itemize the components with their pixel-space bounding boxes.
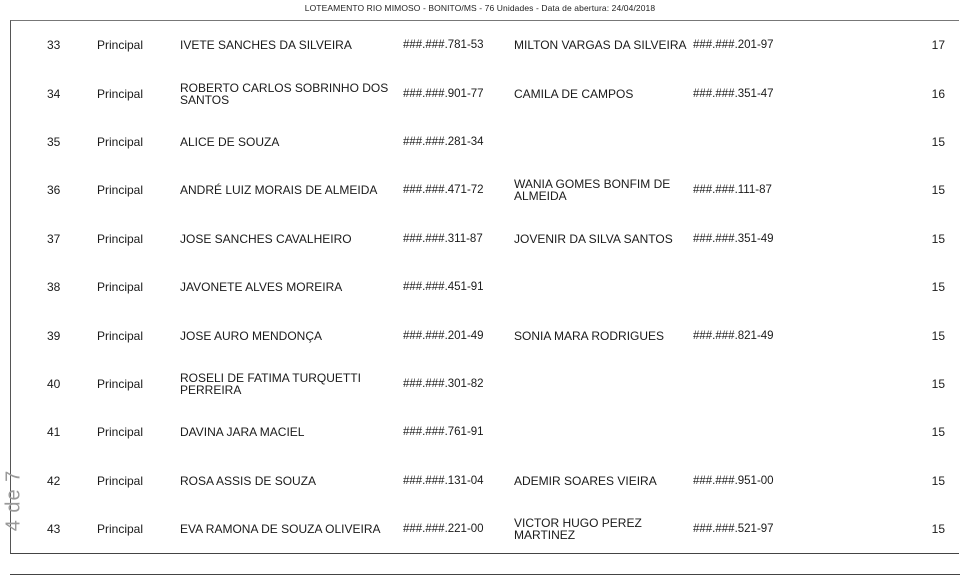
spouse-cpf: ###.###.201-97 (693, 39, 774, 52)
row-type: Principal (97, 376, 144, 391)
page-indicator (0, 450, 28, 550)
holder-name: EVA RAMONA DE SOUZA OLIVEIRA (180, 522, 381, 537)
holder-cpf: ###.###.781-53 (403, 39, 484, 52)
row-type: Principal (97, 86, 144, 101)
spouse-cpf: ###.###.821-49 (693, 329, 774, 342)
table-row (11, 215, 959, 263)
applicants-table (10, 20, 959, 554)
row-number: 36 (47, 183, 61, 198)
holder-name: JOSE AURO MENDONÇA (180, 328, 323, 343)
holder-cpf: ###.###.301-82 (403, 377, 484, 390)
table-row (11, 263, 959, 311)
row-type: Principal (97, 280, 144, 295)
row-points: 15 (931, 473, 945, 488)
row-points: 15 (931, 134, 945, 149)
row-points: 15 (931, 280, 945, 295)
spouse-name (514, 263, 692, 311)
holder-name: DAVINA JARA MACIEL (180, 425, 305, 440)
page-indicator-text: 4 de 7 (2, 469, 25, 531)
holder-name: JAVONETE ALVES MOREIRA (180, 280, 343, 295)
spouse-name (514, 118, 692, 166)
holder-name: ANDRÉ LUIZ MORAIS DE ALMEIDA (180, 183, 378, 198)
row-points: 15 (931, 231, 945, 246)
page-footer-rule (10, 574, 960, 575)
spouse-cpf: ###.###.951-00 (693, 474, 774, 487)
holder-cpf: ###.###.221-00 (403, 523, 484, 536)
holder-cpf: ###.###.281-34 (403, 135, 484, 148)
spouse-name: MILTON VARGAS DA SILVEIRA (514, 38, 687, 53)
table-row (11, 311, 959, 359)
spouse-cpf (693, 360, 803, 408)
spouse-cpf (693, 263, 803, 311)
holder-name: ROSA ASSIS DE SOUZA (180, 473, 317, 488)
spouse-cpf: ###.###.351-49 (693, 232, 774, 245)
holder-cpf: ###.###.761-91 (403, 426, 484, 439)
holder-cpf: ###.###.901-77 (403, 87, 484, 100)
row-type: Principal (97, 473, 144, 488)
row-number: 33 (47, 38, 61, 53)
row-type: Principal (97, 328, 144, 343)
row-points: 16 (931, 86, 945, 101)
row-points: 15 (931, 328, 945, 343)
table-row (11, 166, 959, 214)
document-title: LOTEAMENTO RIO MIMOSO - BONITO/MS - 76 Unidades - Data de abertura: 24/04/2018 (304, 3, 656, 13)
row-type: Principal (97, 425, 144, 440)
row-type: Principal (97, 231, 144, 246)
spouse-cpf: ###.###.111-87 (693, 184, 772, 197)
spouse-name: CAMILA DE CAMPOS (514, 86, 634, 101)
holder-cpf: ###.###.311-87 (403, 232, 483, 245)
holder-cpf: ###.###.451-91 (403, 281, 484, 294)
table-row (11, 21, 959, 69)
document-header (0, 0, 960, 18)
row-number: 41 (47, 425, 61, 440)
row-number: 42 (47, 473, 61, 488)
spouse-name: WANIA GOMES BONFIM DE ALMEIDA (514, 177, 671, 204)
spouse-name (514, 360, 692, 408)
spouse-cpf (693, 118, 803, 166)
spouse-name: SONIA MARA RODRIGUES (514, 328, 665, 343)
row-points: 17 (931, 38, 945, 53)
row-number: 35 (47, 134, 61, 149)
table-row (11, 505, 959, 553)
table-row (11, 69, 959, 117)
table-row (11, 360, 959, 408)
row-type: Principal (97, 134, 144, 149)
row-type: Principal (97, 522, 144, 537)
spouse-name (514, 408, 692, 456)
row-number: 37 (47, 231, 61, 246)
table-row (11, 118, 959, 166)
spouse-name: JOVENIR DA SILVA SANTOS (514, 231, 673, 246)
row-type: Principal (97, 183, 144, 198)
row-points: 15 (931, 522, 945, 537)
holder-name: ROSELI DE FATIMA TURQUETTI PERREIRA (180, 370, 361, 397)
row-number: 39 (47, 328, 61, 343)
row-number: 43 (47, 522, 61, 537)
row-number: 40 (47, 376, 61, 391)
table-row (11, 408, 959, 456)
row-points: 15 (931, 425, 945, 440)
holder-cpf: ###.###.131-04 (403, 474, 484, 487)
spouse-cpf: ###.###.351-47 (693, 87, 774, 100)
holder-name: JOSE SANCHES CAVALHEIRO (180, 231, 352, 246)
spouse-cpf (693, 408, 803, 456)
holder-cpf: ###.###.471-72 (403, 184, 484, 197)
holder-name: ROBERTO CARLOS SOBRINHO DOS SANTOS (180, 80, 389, 107)
holder-name: IVETE SANCHES DA SILVEIRA (180, 38, 352, 53)
row-number: 38 (47, 280, 61, 295)
spouse-name: VICTOR HUGO PEREZ MARTINEZ (514, 516, 642, 543)
row-points: 15 (931, 183, 945, 198)
spouse-name: ADEMIR SOARES VIEIRA (514, 473, 657, 488)
row-points: 15 (931, 376, 945, 391)
row-number: 34 (47, 86, 61, 101)
spouse-cpf: ###.###.521-97 (693, 523, 774, 536)
table-row (11, 457, 959, 505)
row-type: Principal (97, 38, 144, 53)
holder-cpf: ###.###.201-49 (403, 329, 484, 342)
holder-name: ALICE DE SOUZA (180, 134, 280, 149)
